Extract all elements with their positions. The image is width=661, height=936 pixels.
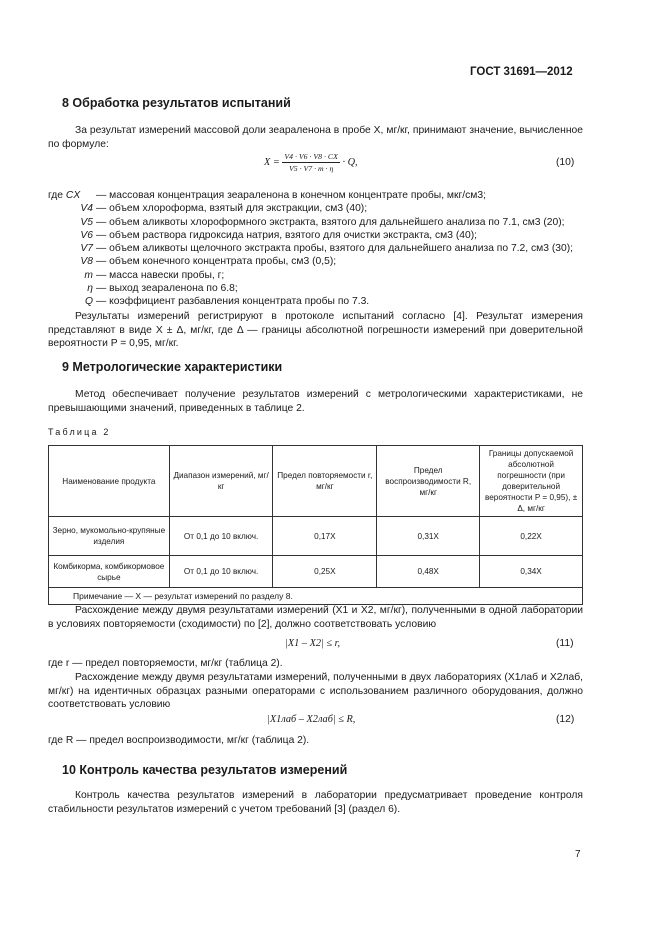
reproducibility-paragraph: Расхождение между двумя результатами измерений, полученными в двух лабораториях (X1лаб и X2лаб, мг/кг) на идентичных образцах разными операторами с использованием различного оборудования, должно соответствовать условию bbox=[48, 672, 583, 710]
formula-10-denominator: V5 · V7 · m · η bbox=[288, 164, 334, 173]
table-header-cell: Предел воспроизводимости R, мг/кг bbox=[377, 446, 480, 517]
table-row bbox=[49, 556, 583, 588]
formula-10-number: (10) bbox=[556, 157, 575, 168]
definition-symbol: Q bbox=[84, 296, 93, 308]
definition-symbol: m bbox=[84, 269, 93, 281]
page-number: 7 bbox=[575, 849, 581, 860]
definition-text: — объем конечного концентрата пробы, см3 (0,5); bbox=[96, 256, 337, 268]
definition-item bbox=[48, 242, 573, 255]
definition-item bbox=[48, 255, 573, 268]
definition-item bbox=[48, 202, 573, 215]
table-header-cell: Границы допускаемой абсолютной погрешности (при доверительной вероятности P = 0,95), ± Δ, мг/кг bbox=[480, 446, 583, 517]
section-8-intro: За результат измерений массовой доли зеараленона в пробе X, мг/кг, принимают значение, вычисленное по формуле: bbox=[48, 125, 583, 150]
definition-item bbox=[48, 229, 573, 242]
definition-item bbox=[48, 189, 573, 202]
formula-10-rhs: · Q, bbox=[342, 156, 358, 168]
formula-10-fraction bbox=[282, 152, 340, 173]
definition-item bbox=[48, 269, 573, 282]
definitions-lead: где CX bbox=[48, 190, 81, 201]
definition-item bbox=[48, 295, 573, 308]
definition-text: — коэффициент разбавления концентрата пробы по 7.3. bbox=[96, 296, 370, 308]
table-header-row bbox=[49, 446, 583, 517]
definition-text: — масса навески пробы, г; bbox=[96, 269, 225, 281]
table-note: Примечание — X — результат измерений по разделу 8. bbox=[49, 588, 583, 605]
table-header-cell: Наименование продукта bbox=[49, 446, 170, 517]
table-label: Таблица 2 bbox=[48, 427, 111, 437]
formula-10 bbox=[264, 152, 358, 173]
table-cell: От 0,1 до 10 включ. bbox=[169, 556, 273, 588]
definitions-list bbox=[48, 189, 573, 309]
formula-12: |X1лаб – X2лаб| ≤ R, bbox=[267, 714, 356, 725]
metrology-table bbox=[48, 445, 583, 605]
r-definition: где r — предел повторяемости, мг/кг (таблица 2). bbox=[48, 658, 283, 669]
formula-11: |X1 – X2| ≤ r, bbox=[285, 638, 341, 649]
section-10-title: 10 Контроль качества результатов измерений bbox=[62, 763, 348, 777]
table-note-row bbox=[49, 588, 583, 605]
formula-10-numerator: V4 · V6 · V8 · CX bbox=[284, 152, 338, 161]
table-header-cell: Диапазон измерений, мг/кг bbox=[169, 446, 273, 517]
table-cell: 0,17X bbox=[273, 517, 377, 556]
definition-text: — объем аликвоты щелочного экстракта пробы, взятого для дальнейшего анализа по 7.2, см3 (30); bbox=[96, 243, 573, 255]
table-cell: Зерно, мукомольно-крупяные изделия bbox=[49, 517, 170, 556]
formula-12-number: (12) bbox=[556, 714, 575, 725]
definition-symbol: η bbox=[87, 283, 93, 295]
table-cell: 0,22X bbox=[480, 517, 583, 556]
definition-text: — объем раствора гидроксида натрия, взятого для очистки экстракта, см3 (40); bbox=[96, 229, 478, 241]
definition-item bbox=[48, 216, 573, 229]
definition-symbol: V7 bbox=[80, 243, 93, 255]
definition-symbol: V8 bbox=[80, 256, 93, 268]
formula-11-number: (11) bbox=[556, 638, 574, 649]
document-code: ГОСТ 31691—2012 bbox=[470, 66, 573, 78]
definition-text: — объем хлороформа, взятый для экстракции, см3 (40); bbox=[96, 203, 368, 215]
definition-symbol: V5 bbox=[80, 216, 93, 228]
table-cell: Комбикорма, комбикормовое сырье bbox=[49, 556, 170, 588]
definition-item bbox=[48, 282, 573, 295]
result-paragraph: Результаты измерений регистрируют в протоколе испытаний согласно [4]. Результат измерения представляют в виде X ± Δ, мг/кг, где Δ — границы абсолютной погрешности измерений при доверительной вероятности P = 0,95, мг/кг. bbox=[48, 311, 583, 349]
table-cell: 0,34X bbox=[480, 556, 583, 588]
section-9-intro: Метод обеспечивает получение результатов измерений с метрологическими характеристиками, не превышающими значений, приведенных в таблице 2. bbox=[48, 389, 583, 414]
definition-symbol: V4 bbox=[80, 203, 93, 215]
section-9-title: 9 Метрологические характеристики bbox=[62, 360, 283, 374]
R-definition: где R — предел воспроизводимости, мг/кг (таблица 2). bbox=[48, 735, 310, 746]
section-8-title: 8 Обработка результатов испытаний bbox=[62, 96, 291, 110]
table-header-cell: Предел повторяемости r, мг/кг bbox=[273, 446, 377, 517]
table-cell: 0,48X bbox=[377, 556, 480, 588]
definition-symbol: V6 bbox=[80, 229, 93, 241]
table-row bbox=[49, 517, 583, 556]
definition-text: — массовая концентрация зеараленона в конечном концентрате пробы, мкг/см3; bbox=[96, 190, 486, 201]
table-cell: 0,31X bbox=[377, 517, 480, 556]
definition-text: — объем аликвоты хлороформного экстракта, взятого для дальнейшего анализа по 7.1, см3 (20); bbox=[96, 216, 565, 228]
formula-10-lhs: X = bbox=[264, 156, 280, 168]
table-cell: От 0,1 до 10 включ. bbox=[169, 517, 273, 556]
table-cell: 0,25X bbox=[273, 556, 377, 588]
definition-text: — выход зеараленона по 6.8; bbox=[96, 283, 238, 295]
section-10-text: Контроль качества результатов измерений в лаборатории предусматривает проведение контроля стабильности результатов измерений с учетом требований [3] (раздел 6). bbox=[48, 790, 583, 815]
repeatability-paragraph: Расхождение между двумя результатами измерений (X1 и X2, мг/кг), полученными в одной лаборатории в условиях повторяемости (сходимости) по [2], должно соответствовать условию bbox=[48, 605, 583, 630]
